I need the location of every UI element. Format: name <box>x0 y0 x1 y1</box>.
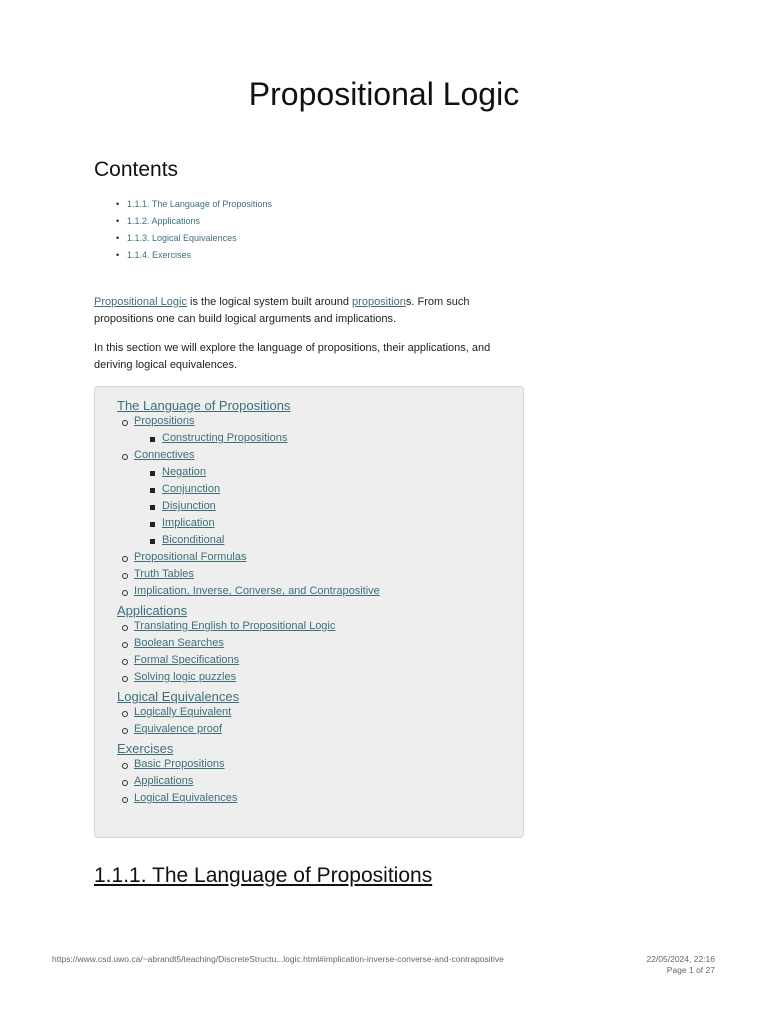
contents-heading: Contents <box>94 158 179 181</box>
toc-link[interactable]: Formal Specifications <box>134 654 240 666</box>
square-bullet-icon <box>150 471 155 476</box>
footer-meta <box>646 954 715 976</box>
circle-bullet-icon <box>122 590 128 596</box>
propositional-logic-link[interactable]: Propositional Logic <box>94 296 187 308</box>
toc-link[interactable]: Exercises <box>117 741 174 756</box>
toc-link[interactable]: Applications <box>117 603 188 618</box>
circle-bullet-icon <box>122 728 128 734</box>
toc-row <box>117 603 187 618</box>
toc-row <box>117 689 239 704</box>
toc-link[interactable]: Truth Tables <box>134 568 194 580</box>
contents-item <box>127 247 272 264</box>
footer-url: https://www.csd.uwo.ca/~abrandt5/teaching/DiscreteStructu...logic.html#implication-inverse-converse-and-contrapositive <box>52 954 504 964</box>
circle-bullet-icon <box>122 573 128 579</box>
toc-row <box>134 792 237 804</box>
toc-row <box>134 723 222 735</box>
square-bullet-icon <box>150 437 155 442</box>
toc-link[interactable]: Solving logic puzzles <box>134 671 237 683</box>
toc-link[interactable]: Negation <box>162 466 207 478</box>
toc-row <box>134 775 193 787</box>
toc-row <box>134 551 247 563</box>
square-bullet-icon <box>150 539 155 544</box>
square-bullet-icon <box>150 488 155 493</box>
intro-paragraph-1 <box>94 294 514 328</box>
toc-row <box>162 466 206 478</box>
toc-link[interactable]: Disjunction <box>162 500 216 512</box>
contents-item <box>127 230 272 247</box>
contents-link-language[interactable]: 1.1.1. The Language of Propositions <box>127 199 272 209</box>
toc-link[interactable]: Propositions <box>134 415 195 427</box>
circle-bullet-icon <box>122 625 128 631</box>
toc-link[interactable]: Equivalence proof <box>134 723 223 735</box>
toc-link[interactable]: Conjunction <box>162 483 221 495</box>
intro-text-2: s. From such propositions one can build logical arguments and implications. <box>94 296 470 325</box>
toc-row <box>134 415 195 427</box>
toc-link[interactable]: Logical Equivalences <box>134 792 238 804</box>
section-heading[interactable]: 1.1.1. The Language of Propositions <box>94 864 433 887</box>
circle-bullet-icon <box>122 556 128 562</box>
contents-item <box>127 196 272 213</box>
circle-bullet-icon <box>122 642 128 648</box>
toc-link[interactable]: Connectives <box>134 449 195 461</box>
circle-bullet-icon <box>122 780 128 786</box>
proposition-link[interactable]: proposition <box>352 296 406 308</box>
circle-bullet-icon <box>122 454 128 460</box>
circle-bullet-icon <box>122 797 128 803</box>
toc-link[interactable]: Biconditional <box>162 534 225 546</box>
toc-row <box>134 449 195 461</box>
circle-bullet-icon <box>122 676 128 682</box>
toc-link[interactable]: Implication <box>162 517 215 529</box>
contents-list <box>94 196 272 264</box>
toc-box <box>94 386 524 838</box>
intro-paragraph-2: In this section we will explore the language of propositions, their applications, and deriving logical equivalences. <box>94 342 491 371</box>
toc-row <box>134 568 194 580</box>
toc-link[interactable]: Logical Equivalences <box>117 689 240 704</box>
toc-link[interactable]: Logically Equivalent <box>134 706 232 718</box>
toc-link[interactable]: Boolean Searches <box>134 637 224 649</box>
toc-row <box>134 758 225 770</box>
intro-text-1: is the logical system built around <box>186 296 353 308</box>
circle-bullet-icon <box>122 711 128 717</box>
toc-row <box>117 741 173 756</box>
toc-link[interactable]: The Language of Propositions <box>117 398 291 413</box>
contents-item <box>127 213 272 230</box>
toc-row <box>117 398 290 413</box>
toc-link[interactable]: Translating English to Propositional Logic <box>134 620 336 632</box>
toc-link[interactable]: Applications <box>134 775 194 787</box>
circle-bullet-icon <box>122 659 128 665</box>
toc-row <box>134 654 239 666</box>
toc-link[interactable]: Implication, Inverse, Converse, and Contrapositive <box>134 585 380 597</box>
circle-bullet-icon <box>122 420 128 426</box>
page-title: Propositional Logic <box>248 76 520 112</box>
toc-row <box>162 483 220 495</box>
square-bullet-icon <box>150 522 155 527</box>
contents-link-equivalences[interactable]: 1.1.3. Logical Equivalences <box>127 233 237 243</box>
toc-link[interactable]: Constructing Propositions <box>162 432 288 444</box>
circle-bullet-icon <box>122 763 128 769</box>
toc-row <box>134 671 236 683</box>
contents-link-applications[interactable]: 1.1.2. Applications <box>127 216 201 226</box>
toc-row <box>134 620 335 632</box>
toc-row <box>134 637 224 649</box>
toc-row <box>134 706 231 718</box>
toc-row <box>134 585 380 597</box>
square-bullet-icon <box>150 505 155 510</box>
footer-page-number: Page 1 of 27 <box>666 965 715 975</box>
toc-link[interactable]: Propositional Formulas <box>134 551 247 563</box>
contents-link-exercises[interactable]: 1.1.4. Exercises <box>127 250 192 260</box>
toc-link[interactable]: Basic Propositions <box>134 758 225 770</box>
toc-row <box>162 500 216 512</box>
toc-row <box>162 534 224 546</box>
toc-row <box>162 517 215 529</box>
toc-row <box>162 432 287 444</box>
footer-datetime: 22/05/2024, 22:16 <box>646 954 715 964</box>
